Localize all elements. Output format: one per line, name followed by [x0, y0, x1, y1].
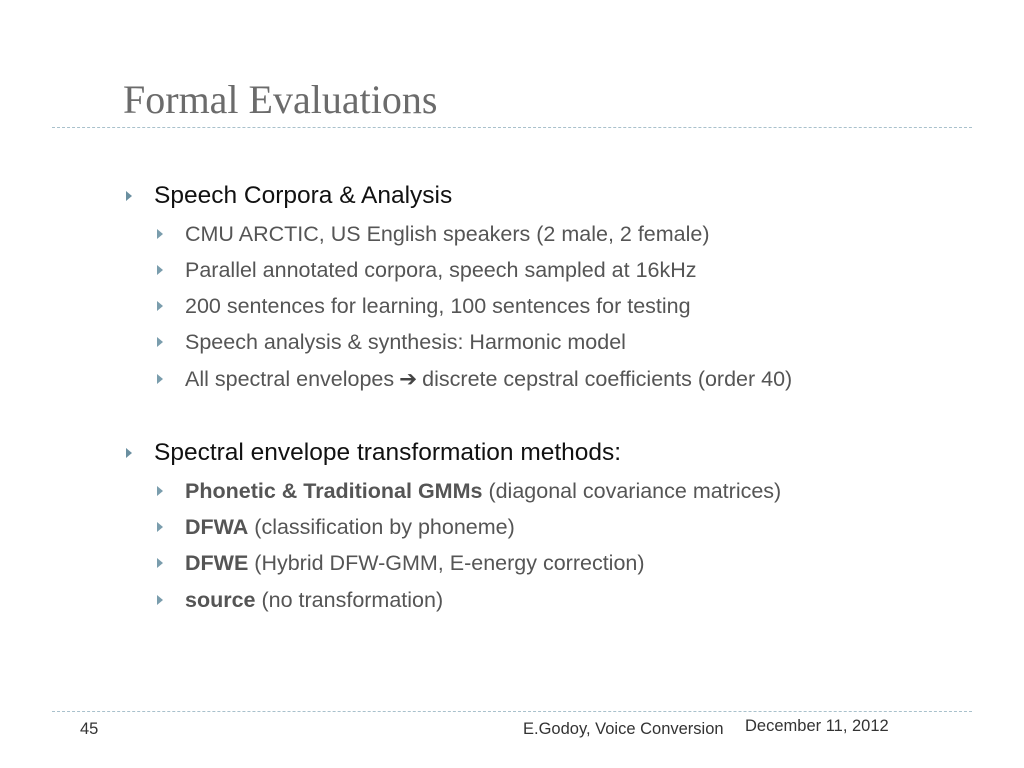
bullet-heading-text: Speech Corpora & Analysis: [154, 182, 453, 209]
sub-bullet-text-after: discrete cepstral coefficients (order 40): [422, 366, 793, 391]
slide-title: Formal Evaluations: [123, 77, 438, 122]
sub-bullet: [157, 549, 645, 577]
sub-bullet: [157, 328, 626, 356]
sub-bullet: [157, 292, 691, 320]
sub-bullet-arrow-icon: [157, 558, 163, 568]
method-description: (Hybrid DFW-GMM, E-energy correction): [254, 550, 645, 575]
sub-bullet-arrow-icon: [157, 265, 163, 275]
sub-bullet-arrow-icon: [157, 229, 163, 239]
sub-bullet-arrow-icon: [157, 595, 163, 605]
sub-bullet-text: [185, 367, 792, 392]
sub-bullet: [157, 365, 792, 393]
method-name: Phonetic & Traditional GMMs: [185, 478, 483, 503]
sub-bullet: [157, 256, 697, 284]
bullet-heading-text: Spectral envelope transformation methods:: [154, 439, 622, 466]
right-arrow-icon: ➔: [399, 366, 418, 391]
footer-author: E.Godoy, Voice Conversion: [523, 720, 724, 738]
sub-bullet-text: 200 sentences for learning, 100 sentences for testing: [185, 293, 691, 318]
sub-bullet: [157, 220, 710, 248]
sub-bullet-text: [185, 588, 443, 613]
sub-bullet-arrow-icon: [157, 301, 163, 311]
footer-divider: [52, 711, 972, 712]
footer-date: December 11, 2012: [745, 717, 889, 735]
bullet-heading: [126, 181, 452, 211]
sub-bullet: [157, 513, 515, 541]
title-divider: [52, 127, 972, 128]
sub-bullet-text: [185, 515, 515, 540]
sub-bullet: [157, 586, 443, 614]
sub-bullet-arrow-icon: [157, 486, 163, 496]
bullet-arrow-icon: [126, 448, 132, 458]
sub-bullet-text: [185, 551, 645, 576]
slide-number: 45: [80, 720, 99, 738]
bullet-arrow-icon: [126, 191, 132, 201]
sub-bullet-text: CMU ARCTIC, US English speakers (2 male, 2 female): [185, 221, 710, 246]
method-name: DFWA: [185, 514, 249, 539]
sub-bullet-text: Speech analysis & synthesis: Harmonic model: [185, 329, 626, 354]
method-description: (no transformation): [261, 587, 444, 612]
method-description: (classification by phoneme): [254, 514, 515, 539]
sub-bullet-arrow-icon: [157, 374, 163, 384]
sub-bullet-arrow-icon: [157, 337, 163, 347]
method-description: (diagonal covariance matrices): [488, 478, 782, 503]
sub-bullet-text: [185, 479, 781, 504]
bullet-heading: [126, 438, 621, 468]
sub-bullet: [157, 477, 781, 505]
method-name: DFWE: [185, 550, 249, 575]
method-name: source: [185, 587, 256, 612]
sub-bullet-text-before: All spectral envelopes: [185, 366, 395, 391]
sub-bullet-arrow-icon: [157, 522, 163, 532]
sub-bullet-text: Parallel annotated corpora, speech sampled at 16kHz: [185, 257, 697, 282]
